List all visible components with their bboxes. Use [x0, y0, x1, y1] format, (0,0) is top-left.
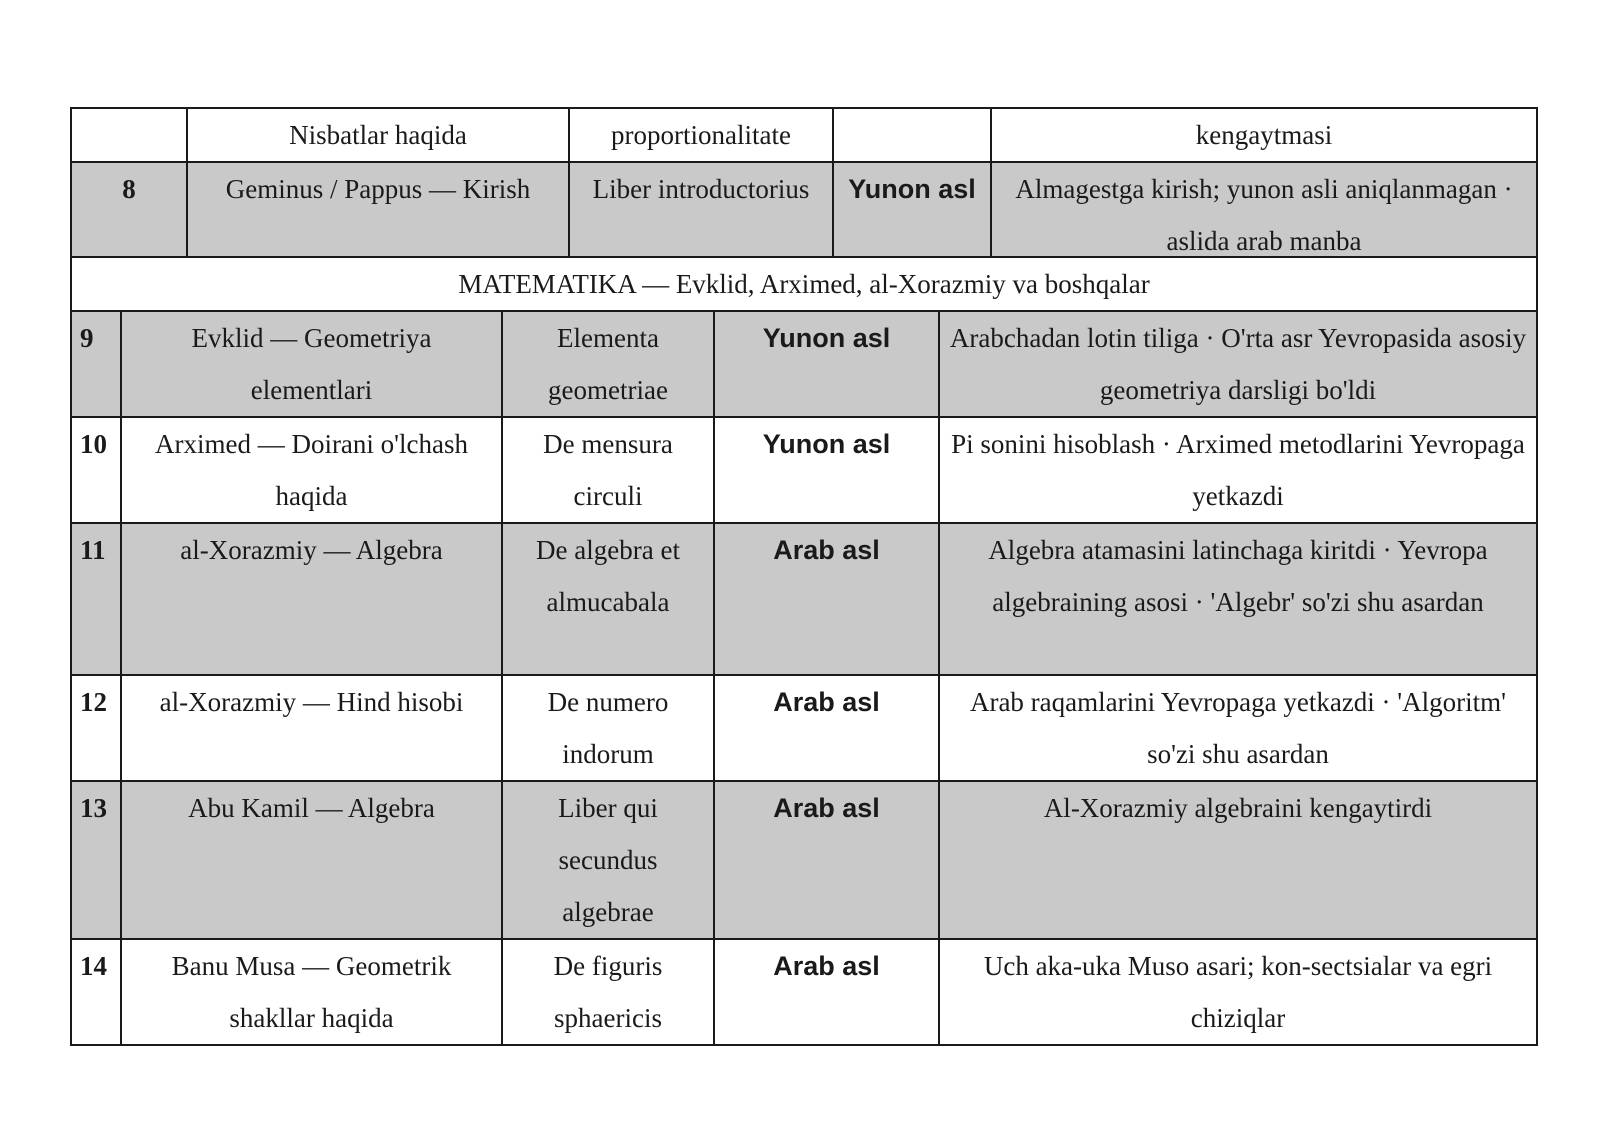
table-row	[71, 162, 1537, 268]
cell-note: Uch aka-uka Muso asari; kon-sectsialar va egri chiziqlar	[939, 939, 1537, 1045]
cell-origin: Yunon asl	[714, 311, 939, 417]
manuscripts-table-math	[70, 256, 1538, 1046]
cell-latin-title: Liber introductorius	[569, 162, 833, 268]
cell-origin: Arab asl	[714, 781, 939, 939]
cell-origin	[833, 108, 991, 162]
cell-title: Nisbatlar haqida	[187, 108, 569, 162]
table-row	[71, 781, 1537, 939]
table-row	[71, 108, 1537, 162]
cell-number: 12	[71, 675, 121, 781]
cell-number: 11	[71, 523, 121, 675]
cell-origin: Arab asl	[714, 939, 939, 1045]
cell-note: Pi sonini hisoblash · Arximed metodlarini Yevropaga yetkazdi	[939, 417, 1537, 523]
cell-latin-title: De figuris sphaericis	[502, 939, 714, 1045]
cell-title: al-Xorazmiy — Hind hisobi	[121, 675, 502, 781]
cell-title: Banu Musa — Geometrik shakllar haqida	[121, 939, 502, 1045]
cell-origin: Arab asl	[714, 523, 939, 675]
cell-number: 9	[71, 311, 121, 417]
cell-title: Evklid — Geometriya elementlari	[121, 311, 502, 417]
cell-note: kengaytmasi	[991, 108, 1537, 162]
manuscripts-table-top	[70, 107, 1538, 269]
section-title: MATEMATIKA — Evklid, Arximed, al-Xorazmiy va boshqalar	[71, 257, 1537, 311]
cell-title: Arximed — Doirani o'lchash haqida	[121, 417, 502, 523]
cell-note: Algebra atamasini latinchaga kiritdi · Yevropa algebraining asosi · 'Algebr' so'zi shu asardan	[939, 523, 1537, 675]
cell-origin: Yunon asl	[714, 417, 939, 523]
cell-note: Arabchadan lotin tiliga · O'rta asr Yevropasida asosiy geometriya darsligi bo'ldi	[939, 311, 1537, 417]
table-row	[71, 939, 1537, 1045]
cell-latin-title: Elementa geometriae	[502, 311, 714, 417]
cell-number: 13	[71, 781, 121, 939]
table-row	[71, 675, 1537, 781]
cell-title: Geminus / Pappus — Kirish	[187, 162, 569, 268]
cell-title: Abu Kamil — Algebra	[121, 781, 502, 939]
cell-latin-title: De algebra et almucabala	[502, 523, 714, 675]
cell-origin: Arab asl	[714, 675, 939, 781]
table-row	[71, 417, 1537, 523]
cell-number: 8	[71, 162, 187, 268]
cell-title: al-Xorazmiy — Algebra	[121, 523, 502, 675]
table-row	[71, 523, 1537, 675]
cell-latin-title: proportionalitate	[569, 108, 833, 162]
cell-note: Arab raqamlarini Yevropaga yetkazdi · 'Algoritm' so'zi shu asardan	[939, 675, 1537, 781]
cell-latin-title: De mensura circuli	[502, 417, 714, 523]
section-header-row	[71, 257, 1537, 311]
cell-latin-title: Liber qui secundus algebrae	[502, 781, 714, 939]
cell-origin: Yunon asl	[833, 162, 991, 268]
cell-number	[71, 108, 187, 162]
cell-number: 14	[71, 939, 121, 1045]
cell-note: Al-Xorazmiy algebraini kengaytirdi	[939, 781, 1537, 939]
cell-latin-title: De numero indorum	[502, 675, 714, 781]
cell-note: Almagestga kirish; yunon asli aniqlanmagan · aslida arab manba	[991, 162, 1537, 268]
cell-number: 10	[71, 417, 121, 523]
table-row	[71, 311, 1537, 417]
